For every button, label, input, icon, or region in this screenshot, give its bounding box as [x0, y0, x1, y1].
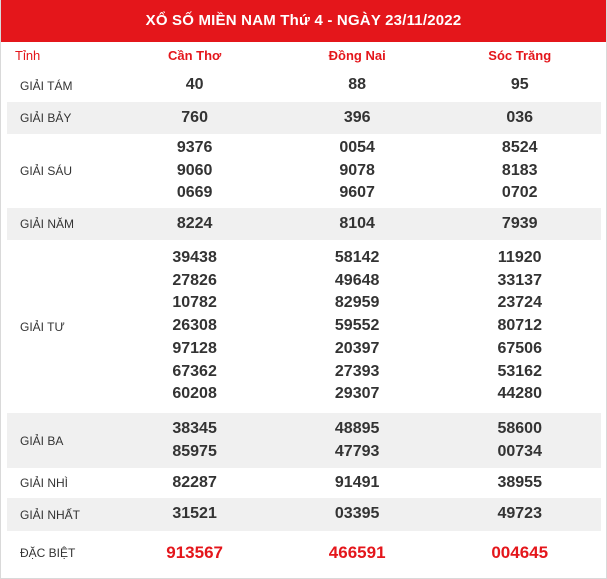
result-number: 9078 — [339, 161, 375, 179]
result-number: 760 — [181, 108, 208, 126]
result-cell — [276, 498, 439, 531]
prize-label: GIẢI BA — [7, 413, 113, 468]
result-number: 8524 — [501, 138, 538, 156]
result-number: 44280 — [497, 385, 542, 403]
result-number: 10782 — [172, 294, 217, 312]
prize-label: GIẢI NHẤT — [7, 498, 113, 531]
result-number: 27393 — [334, 362, 380, 380]
result-cell — [113, 102, 276, 134]
prize-row — [7, 208, 601, 240]
result-cell — [113, 498, 276, 531]
result-cell — [276, 240, 439, 413]
prize-row — [7, 102, 601, 134]
result-cell — [438, 240, 601, 413]
result-number: 396 — [343, 108, 371, 126]
prize-row — [7, 468, 601, 498]
result-number: 58142 — [334, 248, 380, 266]
result-number: 0054 — [339, 138, 375, 156]
prize-row — [7, 498, 601, 531]
result-number: 47793 — [334, 442, 380, 460]
result-cell — [438, 69, 601, 102]
result-number: 91491 — [334, 473, 380, 491]
result-cell — [276, 413, 439, 468]
result-cell — [113, 69, 276, 102]
result-number: 33137 — [497, 271, 542, 289]
result-number: 9060 — [176, 161, 213, 179]
table-header-row — [7, 42, 601, 69]
result-cell — [438, 134, 601, 208]
result-cell — [438, 208, 601, 240]
result-number: 29307 — [334, 385, 380, 403]
province-name[interactable]: Cần Thơ — [167, 48, 222, 63]
province-name[interactable]: Đồng Nai — [328, 48, 386, 63]
prize-label: GIẢI TƯ — [20, 319, 65, 334]
result-number: 67506 — [497, 339, 542, 357]
result-number: 82287 — [172, 473, 217, 491]
result-number: 38345 — [172, 419, 217, 437]
province-header-label: Tỉnh — [15, 48, 41, 63]
prize-label: GIẢI NĂM — [7, 208, 113, 240]
result-number: 59552 — [334, 317, 380, 335]
result-number: 60208 — [172, 385, 217, 403]
result-cell — [276, 102, 439, 134]
result-number: 8104 — [339, 214, 375, 232]
result-cell — [438, 102, 601, 134]
result-number: 31521 — [172, 505, 217, 523]
result-cell — [113, 240, 276, 413]
result-number: 004645 — [491, 542, 549, 562]
result-number: 97128 — [172, 339, 217, 357]
result-number: 85975 — [172, 442, 217, 460]
page-title: XỔ SỐ MIỀN NAM Thứ 4 - NGÀY 23/11/2022 — [1, 0, 606, 42]
result-number: 8183 — [501, 161, 538, 179]
result-cell — [276, 468, 439, 498]
result-number: 82959 — [334, 294, 380, 312]
result-number: 23724 — [497, 294, 542, 312]
result-cell — [113, 468, 276, 498]
result-number: 49648 — [334, 271, 380, 289]
result-number: 0702 — [501, 184, 538, 202]
result-cell — [113, 413, 276, 468]
result-cell — [438, 498, 601, 531]
result-number: 38955 — [497, 473, 542, 491]
result-number: 48895 — [334, 419, 380, 437]
prize-label: ĐẶC BIỆT — [20, 546, 76, 560]
result-number: 7939 — [501, 214, 538, 232]
result-number: 036 — [506, 108, 534, 126]
result-cell — [438, 468, 601, 498]
result-number: 913567 — [166, 542, 223, 562]
prize-label: GIẢI BẢY — [7, 102, 113, 134]
result-cell — [438, 413, 601, 468]
prize-label: GIẢI TÁM — [20, 78, 73, 93]
result-number: 58600 — [497, 419, 542, 437]
result-number: 40 — [185, 76, 204, 94]
result-cell — [276, 69, 439, 102]
result-cell — [276, 134, 439, 208]
result-number: 49723 — [497, 505, 542, 523]
prize-row — [7, 69, 601, 102]
result-cell — [113, 208, 276, 240]
prize-label: GIẢI SÁU — [20, 164, 73, 178]
result-cell — [276, 531, 439, 575]
result-number: 466591 — [328, 542, 386, 562]
result-number: 80712 — [497, 317, 542, 335]
result-cell — [113, 134, 276, 208]
result-number: 39438 — [172, 248, 217, 266]
prize-row — [7, 134, 601, 208]
prize-label: GIẢI NHÌ — [20, 476, 69, 490]
result-number: 11920 — [497, 248, 542, 266]
result-number: 8224 — [176, 214, 213, 232]
result-number: 20397 — [334, 339, 380, 357]
result-cell — [438, 531, 601, 575]
results-table — [7, 42, 601, 575]
result-cell — [113, 531, 276, 575]
result-number: 03395 — [334, 505, 380, 523]
result-number: 95 — [510, 76, 529, 94]
result-number: 9376 — [176, 138, 213, 156]
result-number: 00734 — [497, 442, 542, 460]
result-number: 0669 — [176, 184, 213, 202]
prize-row — [7, 531, 601, 575]
result-number: 9607 — [339, 184, 375, 202]
result-number: 53162 — [497, 362, 542, 380]
result-number: 67362 — [172, 362, 217, 380]
province-name[interactable]: Sóc Trăng — [488, 48, 552, 63]
result-cell — [276, 208, 439, 240]
result-number: 27826 — [172, 271, 217, 289]
prize-row — [7, 240, 601, 413]
result-number: 26308 — [172, 317, 217, 335]
result-number: 88 — [348, 76, 367, 94]
prize-row — [7, 413, 601, 468]
